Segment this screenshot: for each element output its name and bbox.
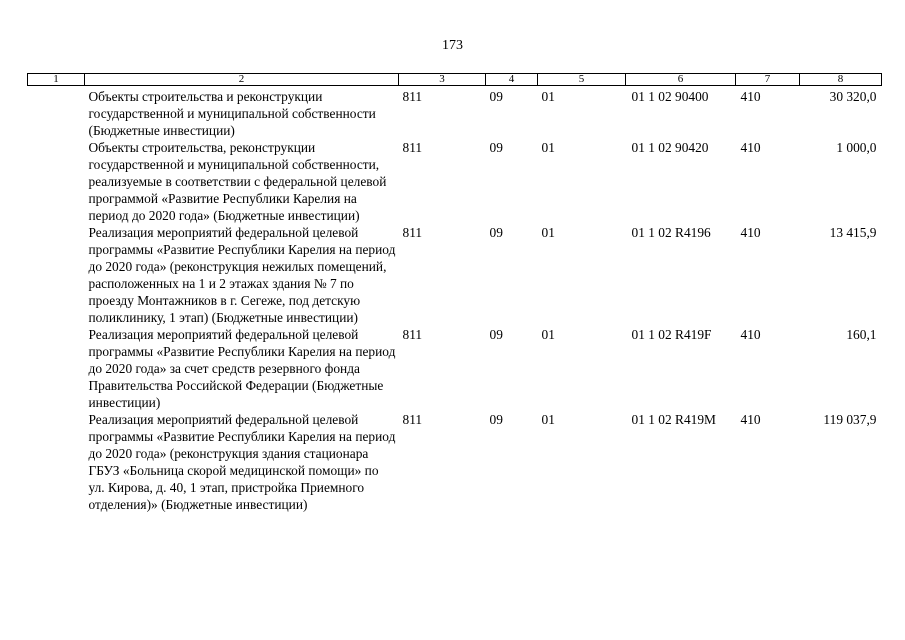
expense-name: Реализация мероприятий федеральной целевой программы «Развитие Республики Карелия на период до 2020 года» (реконструкция здания стационара ГБУЗ «Больница скорой медицинской помощи» по ул. Кирова, д. 40, 1 этап, пристройка Приемного отделения)» (Бюджетные инвестиции) bbox=[88, 412, 396, 512]
target-article-code: 01 1 02 R4196 bbox=[631, 225, 711, 240]
column-number-row bbox=[28, 74, 882, 86]
column-number-6: 6 bbox=[626, 74, 736, 86]
subsection-code: 01 bbox=[541, 89, 555, 104]
empty-cell bbox=[28, 326, 85, 411]
admin-code: 811 bbox=[402, 327, 423, 342]
subsection-code: 01 bbox=[541, 412, 555, 427]
column-number-8: 8 bbox=[800, 74, 882, 86]
column-number-4: 4 bbox=[486, 74, 538, 86]
expense-name: Объекты строительства, реконструкции государственной и муниципальной собственности, реализуемые в соответствии с федеральной целевой программой «Развитие Республики Карелия на период до 2020 года» (Бюджетные инвестиции) bbox=[88, 140, 387, 223]
target-article-code: 01 1 02 R419F bbox=[631, 327, 712, 342]
empty-cell bbox=[28, 411, 85, 513]
admin-code: 811 bbox=[402, 89, 423, 104]
expense-type-code: 410 bbox=[740, 140, 761, 155]
expense-type-code: 410 bbox=[740, 225, 761, 240]
column-number-3: 3 bbox=[399, 74, 486, 86]
column-number-5: 5 bbox=[538, 74, 626, 86]
amount: 1 000,0 bbox=[836, 140, 877, 155]
subsection-code: 01 bbox=[541, 225, 555, 240]
amount: 160,1 bbox=[846, 327, 877, 342]
section-code: 09 bbox=[489, 327, 503, 342]
target-article-code: 01 1 02 90400 bbox=[631, 89, 709, 104]
expense-type-code: 410 bbox=[740, 89, 761, 104]
empty-cell bbox=[28, 139, 85, 224]
page-number: 173 bbox=[442, 38, 463, 53]
expense-type-code: 410 bbox=[740, 327, 761, 342]
amount: 119 037,9 bbox=[823, 412, 877, 427]
empty-cell bbox=[28, 88, 85, 139]
table-row bbox=[28, 326, 882, 411]
admin-code: 811 bbox=[402, 412, 423, 427]
column-number-7: 7 bbox=[736, 74, 800, 86]
table-row bbox=[28, 411, 882, 513]
table-row bbox=[28, 224, 882, 326]
table-row bbox=[28, 139, 882, 224]
section-code: 09 bbox=[489, 412, 503, 427]
section-code: 09 bbox=[489, 225, 503, 240]
expense-type-code: 410 bbox=[740, 412, 761, 427]
section-code: 09 bbox=[489, 140, 503, 155]
expense-name: Реализация мероприятий федеральной целевой программы «Развитие Республики Карелия на период до 2020 года» (реконструкция нежилых помещений, расположенных на 1 и 2 этажах здания № 7 по проезду Монтажников в г. Сегеже, под детскую поликлинику, 1 этап) (Бюджетные инвестиции) bbox=[88, 225, 396, 325]
amount: 13 415,9 bbox=[829, 225, 877, 240]
target-article-code: 01 1 02 R419M bbox=[631, 412, 716, 427]
column-number-1: 1 bbox=[28, 74, 85, 86]
section-code: 09 bbox=[489, 89, 503, 104]
empty-cell bbox=[28, 224, 85, 326]
expense-name: Объекты строительства и реконструкции государственной и муниципальной собственности (Бюджетные инвестиции) bbox=[88, 89, 376, 138]
budget-table bbox=[27, 73, 882, 513]
subsection-code: 01 bbox=[541, 140, 555, 155]
target-article-code: 01 1 02 90420 bbox=[631, 140, 709, 155]
admin-code: 811 bbox=[402, 140, 423, 155]
subsection-code: 01 bbox=[541, 327, 555, 342]
admin-code: 811 bbox=[402, 225, 423, 240]
column-number-2: 2 bbox=[85, 74, 399, 86]
amount: 30 320,0 bbox=[829, 89, 877, 104]
table-row bbox=[28, 88, 882, 139]
expense-name: Реализация мероприятий федеральной целевой программы «Развитие Республики Карелия на период до 2020 года» за счет средств резервного фонда Правительства Российской Федерации (Бюджетные инвестиции) bbox=[88, 327, 396, 410]
